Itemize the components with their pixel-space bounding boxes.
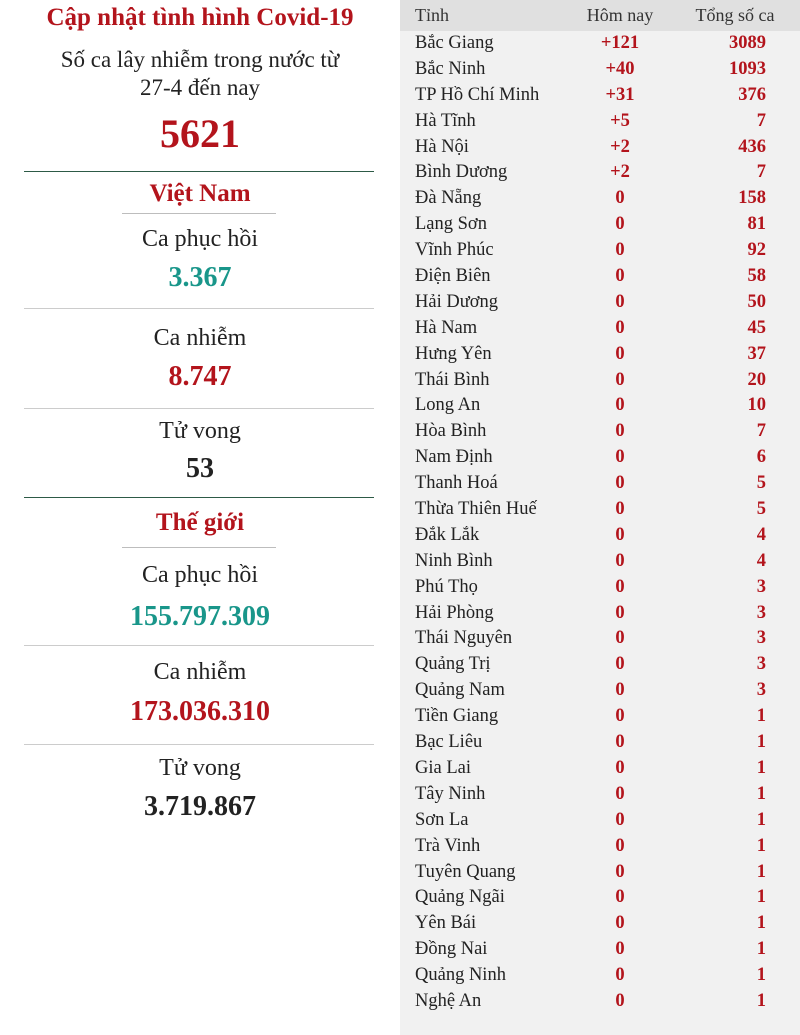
table-row <box>400 755 800 781</box>
table-row <box>400 30 800 56</box>
total-count: 1093 <box>729 58 766 79</box>
today-count: +2 <box>610 136 630 157</box>
world-heading: Thế giới <box>155 509 245 536</box>
today-count: 0 <box>615 550 625 571</box>
page-title: Cập nhật tình hình Covid-19 <box>46 4 354 31</box>
divider <box>24 308 374 309</box>
table-row <box>400 237 800 263</box>
divider <box>24 497 374 498</box>
table-row <box>400 211 800 237</box>
table-row <box>400 962 800 988</box>
province-name: Nghệ An <box>415 990 482 1011</box>
total-count: 4 <box>756 524 766 545</box>
province-name: Yên Bái <box>415 913 477 934</box>
today-count: 0 <box>615 757 625 778</box>
today-count: +121 <box>600 33 640 53</box>
today-count: 0 <box>615 939 625 960</box>
vietnam-infected-label: Ca nhiễm <box>153 325 247 351</box>
table-header <box>400 0 800 31</box>
province-name: Thanh Hoá <box>415 473 498 494</box>
vietnam-heading: Việt Nam <box>149 180 251 207</box>
total-count: 3 <box>756 654 766 675</box>
table-row <box>400 703 800 729</box>
today-count: +40 <box>605 58 635 79</box>
province-name: Đắk Lắk <box>415 524 480 545</box>
world-recovered-value: 155.797.309 <box>130 601 270 632</box>
province-name: Lạng Sơn <box>415 214 487 235</box>
today-count: 0 <box>615 965 625 986</box>
today-count: 0 <box>615 628 625 649</box>
world-recovered-label: Ca phục hồi <box>142 562 258 588</box>
total-count: 20 <box>747 369 766 390</box>
vietnam-infected-value: 8.747 <box>168 361 232 392</box>
total-count: 10 <box>747 395 766 416</box>
today-count: +5 <box>610 110 630 131</box>
total-count: 1 <box>756 835 766 856</box>
total-count: 1 <box>756 887 766 908</box>
today-count: 0 <box>615 214 625 235</box>
vietnam-deaths-label: Tử vong <box>159 418 241 444</box>
province-name: Trà Vinh <box>415 835 481 856</box>
world-infected-label: Ca nhiễm <box>153 659 247 685</box>
today-count: 0 <box>615 524 625 545</box>
total-count: 7 <box>756 110 766 131</box>
table-row <box>400 444 800 470</box>
table-row <box>400 263 800 289</box>
total-count: 1 <box>756 990 766 1011</box>
total-count: 1 <box>756 732 766 753</box>
subtitle-line-2: 27-4 đến nay <box>139 75 261 100</box>
header-today: Hôm nay <box>586 5 654 25</box>
province-name: Thái Nguyên <box>415 628 513 649</box>
province-name: Thừa Thiên Huế <box>415 499 537 520</box>
today-count: 0 <box>615 499 625 520</box>
total-count: 3089 <box>729 33 766 53</box>
world-deaths-value: 3.719.867 <box>144 791 256 822</box>
today-count: 0 <box>615 680 625 701</box>
province-name: Quảng Nam <box>415 680 505 701</box>
province-name: Bắc Ninh <box>415 58 486 79</box>
today-count: 0 <box>615 861 625 882</box>
today-count: 0 <box>615 188 625 209</box>
subtitle-line-1: Số ca lây nhiễm trong nước từ <box>60 47 340 72</box>
total-count: 1 <box>756 861 766 882</box>
total-count: 58 <box>747 266 766 287</box>
vietnam-deaths-value: 53 <box>186 453 214 484</box>
total-count: 1 <box>756 939 766 960</box>
total-count: 1 <box>756 757 766 778</box>
total-count: 6 <box>756 447 766 468</box>
table-row <box>400 833 800 859</box>
table-row <box>400 651 800 677</box>
total-count: 37 <box>747 343 766 364</box>
divider <box>24 408 374 409</box>
province-name: Quảng Ngãi <box>415 887 505 908</box>
province-name: Long An <box>415 395 481 416</box>
province-name: Tuyên Quang <box>415 861 516 882</box>
table-row <box>400 56 800 82</box>
total-count: 3 <box>756 576 766 597</box>
today-count: 0 <box>615 343 625 364</box>
total-count: 1 <box>756 809 766 830</box>
table-row <box>400 729 800 755</box>
province-table <box>400 0 800 1035</box>
divider <box>24 171 374 172</box>
total-count: 376 <box>738 84 766 105</box>
table-row <box>400 108 800 134</box>
table-row <box>400 574 800 600</box>
table-row <box>400 367 800 393</box>
province-name: Hưng Yên <box>415 343 492 364</box>
province-name: Thái Bình <box>415 369 490 390</box>
today-count: 0 <box>615 887 625 908</box>
total-count: 4 <box>756 550 766 571</box>
province-name: Gia Lai <box>415 757 471 778</box>
vietnam-recovered-value: 3.367 <box>168 262 232 293</box>
province-name: Hòa Bình <box>415 421 487 442</box>
province-name: Quảng Trị <box>415 654 491 675</box>
total-count: 1 <box>756 783 766 804</box>
subtitle <box>0 46 400 102</box>
province-name: Điện Biên <box>415 266 491 287</box>
table-row <box>400 600 800 626</box>
table-row <box>400 988 800 1014</box>
today-count: 0 <box>615 654 625 675</box>
province-name: Quảng Ninh <box>415 965 506 986</box>
table-row <box>400 910 800 936</box>
today-count: 0 <box>615 291 625 312</box>
today-count: +2 <box>610 162 630 183</box>
total-count: 92 <box>747 240 766 261</box>
province-name: Hải Phòng <box>415 602 494 623</box>
province-name: Nam Định <box>415 447 493 468</box>
header-total: Tổng số ca <box>695 5 775 25</box>
province-name: Bạc Liêu <box>415 732 483 753</box>
total-count: 158 <box>738 188 766 209</box>
total-count: 81 <box>747 214 766 235</box>
today-count: 0 <box>615 473 625 494</box>
province-name: Sơn La <box>415 809 469 830</box>
province-name: Hà Nội <box>415 136 469 157</box>
table-row <box>400 677 800 703</box>
province-name: Hải Dương <box>415 291 499 312</box>
today-count: 0 <box>615 706 625 727</box>
total-count: 1 <box>756 913 766 934</box>
province-name: Đồng Nai <box>415 939 488 960</box>
table-row <box>400 936 800 962</box>
province-name: Hà Tĩnh <box>415 110 476 131</box>
total-count: 1 <box>756 706 766 727</box>
table-row <box>400 522 800 548</box>
table-row <box>400 392 800 418</box>
divider <box>24 744 374 745</box>
province-name: Bắc Giang <box>415 33 494 53</box>
today-count: 0 <box>615 421 625 442</box>
world-infected-value: 173.036.310 <box>130 696 270 727</box>
today-count: 0 <box>615 369 625 390</box>
total-count: 436 <box>738 136 766 157</box>
world-deaths-label: Tử vong <box>159 755 241 781</box>
table-row <box>400 625 800 651</box>
divider <box>122 547 276 548</box>
total-count: 7 <box>756 162 766 183</box>
today-count: 0 <box>615 602 625 623</box>
total-count: 3 <box>756 602 766 623</box>
total-count: 3 <box>756 628 766 649</box>
divider <box>122 213 276 214</box>
table-row <box>400 315 800 341</box>
total-count: 1 <box>756 965 766 986</box>
province-name: Tiền Giang <box>415 706 499 727</box>
total-count: 45 <box>747 317 766 338</box>
province-name: Vĩnh Phúc <box>415 240 494 261</box>
today-count: 0 <box>615 317 625 338</box>
table-row <box>400 781 800 807</box>
table-row <box>400 341 800 367</box>
total-count: 5 <box>756 473 766 494</box>
province-name: Phú Thọ <box>415 576 478 597</box>
table-row <box>400 859 800 885</box>
divider <box>24 645 374 646</box>
province-name: Hà Nam <box>415 317 478 338</box>
total-count: 50 <box>747 291 766 312</box>
today-count: 0 <box>615 835 625 856</box>
table-row <box>400 807 800 833</box>
province-name: Đà Nẵng <box>415 188 482 209</box>
table-row <box>400 82 800 108</box>
table-row <box>400 418 800 444</box>
table-row <box>400 470 800 496</box>
domestic-total: 5621 <box>160 111 240 156</box>
province-name: Ninh Bình <box>415 550 493 571</box>
province-name: Tây Ninh <box>415 783 486 804</box>
today-count: 0 <box>615 266 625 287</box>
table-row <box>400 496 800 522</box>
table-row <box>400 884 800 910</box>
table-row <box>400 185 800 211</box>
today-count: 0 <box>615 395 625 416</box>
total-count: 5 <box>756 499 766 520</box>
today-count: 0 <box>615 447 625 468</box>
today-count: 0 <box>615 990 625 1011</box>
today-count: 0 <box>615 732 625 753</box>
today-count: 0 <box>615 809 625 830</box>
table-row <box>400 548 800 574</box>
total-count: 7 <box>756 421 766 442</box>
total-count: 3 <box>756 680 766 701</box>
table-row <box>400 134 800 160</box>
table-body <box>400 30 800 1014</box>
province-name: TP Hồ Chí Minh <box>415 84 540 105</box>
table-row <box>400 159 800 185</box>
today-count: 0 <box>615 240 625 261</box>
province-name: Bình Dương <box>415 162 508 183</box>
table-row <box>400 289 800 315</box>
vietnam-recovered-label: Ca phục hồi <box>142 226 258 252</box>
today-count: 0 <box>615 576 625 597</box>
header-province: Tỉnh <box>415 5 449 25</box>
today-count: +31 <box>605 84 635 105</box>
today-count: 0 <box>615 783 625 804</box>
today-count: 0 <box>615 913 625 934</box>
